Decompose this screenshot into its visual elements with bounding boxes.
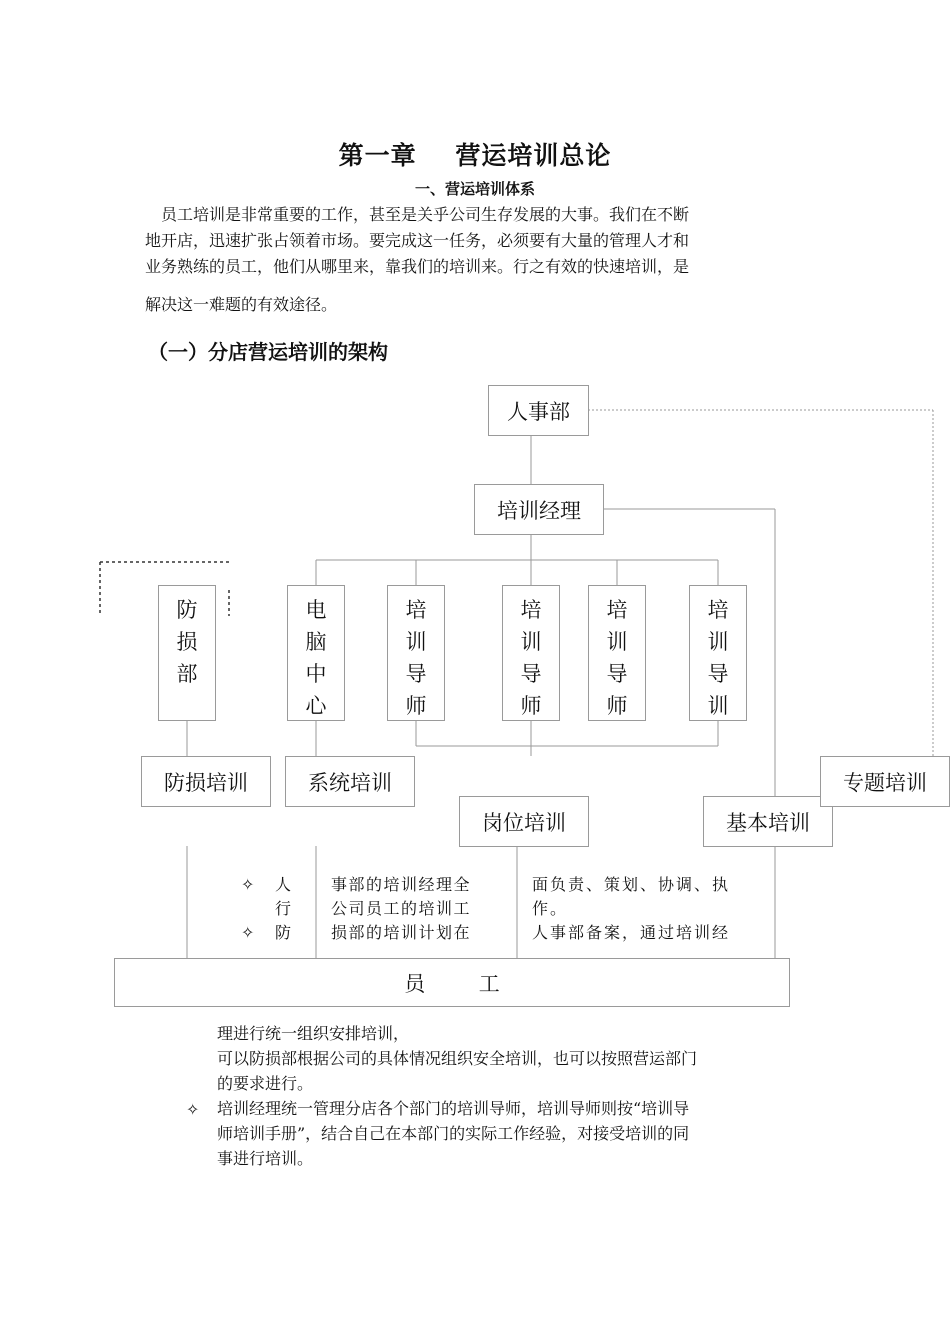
basic-training-box: 基本培训 <box>703 796 833 847</box>
t3-char-1: 培 <box>606 598 628 622</box>
after-line-2: 可以防损部根据公司的具体情况组织安全培训，也可以按照营运部门 <box>217 1049 698 1068</box>
special-training-box: 专题培训 <box>820 756 950 807</box>
col3-line-2: 作。 <box>532 899 569 918</box>
system-training-box: 系统培训 <box>285 756 415 807</box>
training-manager-box: 培训经理 <box>474 484 604 535</box>
t4-char-2: 训 <box>707 630 729 654</box>
col3-line-1: 面负责、策划、协调、执 <box>532 875 731 894</box>
after-bullet-line-3: 事进行培训。 <box>217 1149 314 1168</box>
intro-line-4: 解决这一难题的有效途径。 <box>145 295 338 314</box>
trainer-box-3 <box>588 585 646 721</box>
after-line-3: 的要求进行。 <box>217 1074 314 1093</box>
t1-char-3: 导 <box>405 662 427 686</box>
bullet-icon: ✧ <box>241 923 255 942</box>
t2-char-2: 训 <box>520 630 542 654</box>
col2-line-2: 公司员工的培训工 <box>331 899 472 918</box>
embedded-bullets <box>241 873 261 945</box>
col1-line-1: 人 <box>275 875 294 894</box>
t1-char-1: 培 <box>405 598 427 622</box>
cc-char-4: 心 <box>305 694 327 718</box>
t3-char-3: 导 <box>606 662 628 686</box>
t3-char-4: 师 <box>606 694 628 718</box>
after-bullet-text <box>217 1096 817 1171</box>
col2-line-1: 事部的培训经理全 <box>331 875 472 894</box>
t4-char-3: 导 <box>707 662 729 686</box>
trainer-box-2 <box>502 585 560 721</box>
intro-line-1: 员工培训是非常重要的工作，甚至是关乎公司生存发展的大事。我们在不断 <box>161 205 690 224</box>
t2-char-4: 师 <box>520 694 542 718</box>
computer-center-box <box>287 585 345 721</box>
after-chart-text <box>217 1021 817 1096</box>
lp-char-2: 损 <box>176 630 198 654</box>
subsection-heading: （一）分店营运培训的架构 <box>148 340 388 364</box>
section-heading: 一、营运培训体系 <box>414 180 535 198</box>
bullet-icon: ✧ <box>241 875 255 894</box>
col1-line-2: 行 <box>275 899 294 918</box>
trainer-box-4 <box>689 585 747 721</box>
embedded-col-2 <box>331 873 516 945</box>
after-bullet-icon: ✧ <box>186 1100 200 1119</box>
lp-char-1: 防 <box>176 598 198 622</box>
t2-char-3: 导 <box>520 662 542 686</box>
t2-char-1: 培 <box>520 598 542 622</box>
embedded-col-1 <box>275 873 305 945</box>
after-line-1: 理进行统一组织安排培训， <box>217 1024 410 1043</box>
t3-char-2: 训 <box>606 630 628 654</box>
embedded-col-3 <box>532 873 772 945</box>
cc-char-2: 脑 <box>305 630 327 654</box>
position-training-box: 岗位培训 <box>459 796 589 847</box>
col2-line-3: 损部的培训计划在 <box>331 923 472 942</box>
trainer-box-1 <box>387 585 445 721</box>
t4-char-4: 训 <box>707 694 729 718</box>
t4-char-1: 培 <box>707 598 729 622</box>
after-bullet-line-1: 培训经理统一管理分店各个部门的培训导师，培训导师则按“培训导 <box>217 1099 690 1118</box>
cc-char-3: 中 <box>305 662 327 686</box>
after-bullet-line-2: 师培训手册”，结合自己在本部门的实际工作经验，对接受培训的同 <box>217 1124 690 1143</box>
cc-char-1: 电 <box>305 598 327 622</box>
loss-prevention-training-box: 防损培训 <box>141 756 271 807</box>
hr-dept-box: 人事部 <box>488 385 589 436</box>
employees-box: 员 工 <box>114 958 790 1007</box>
intro-line-3: 业务熟练的员工，他们从哪里来，靠我们的培训来。行之有效的快速培训，是 <box>145 257 690 276</box>
lp-char-3: 部 <box>176 662 198 686</box>
t1-char-2: 训 <box>405 630 427 654</box>
chapter-title: 第一章 营运培训总论 <box>338 141 612 170</box>
loss-prevention-dept-box <box>158 585 216 721</box>
t1-char-4: 师 <box>405 694 427 718</box>
intro-line-2: 地开店，迅速扩张占领着市场。要完成这一任务，必须要有大量的管理人才和 <box>145 231 690 250</box>
col3-line-3: 人事部备案，通过培训经 <box>532 923 731 942</box>
col1-line-3: 防 <box>275 923 294 942</box>
